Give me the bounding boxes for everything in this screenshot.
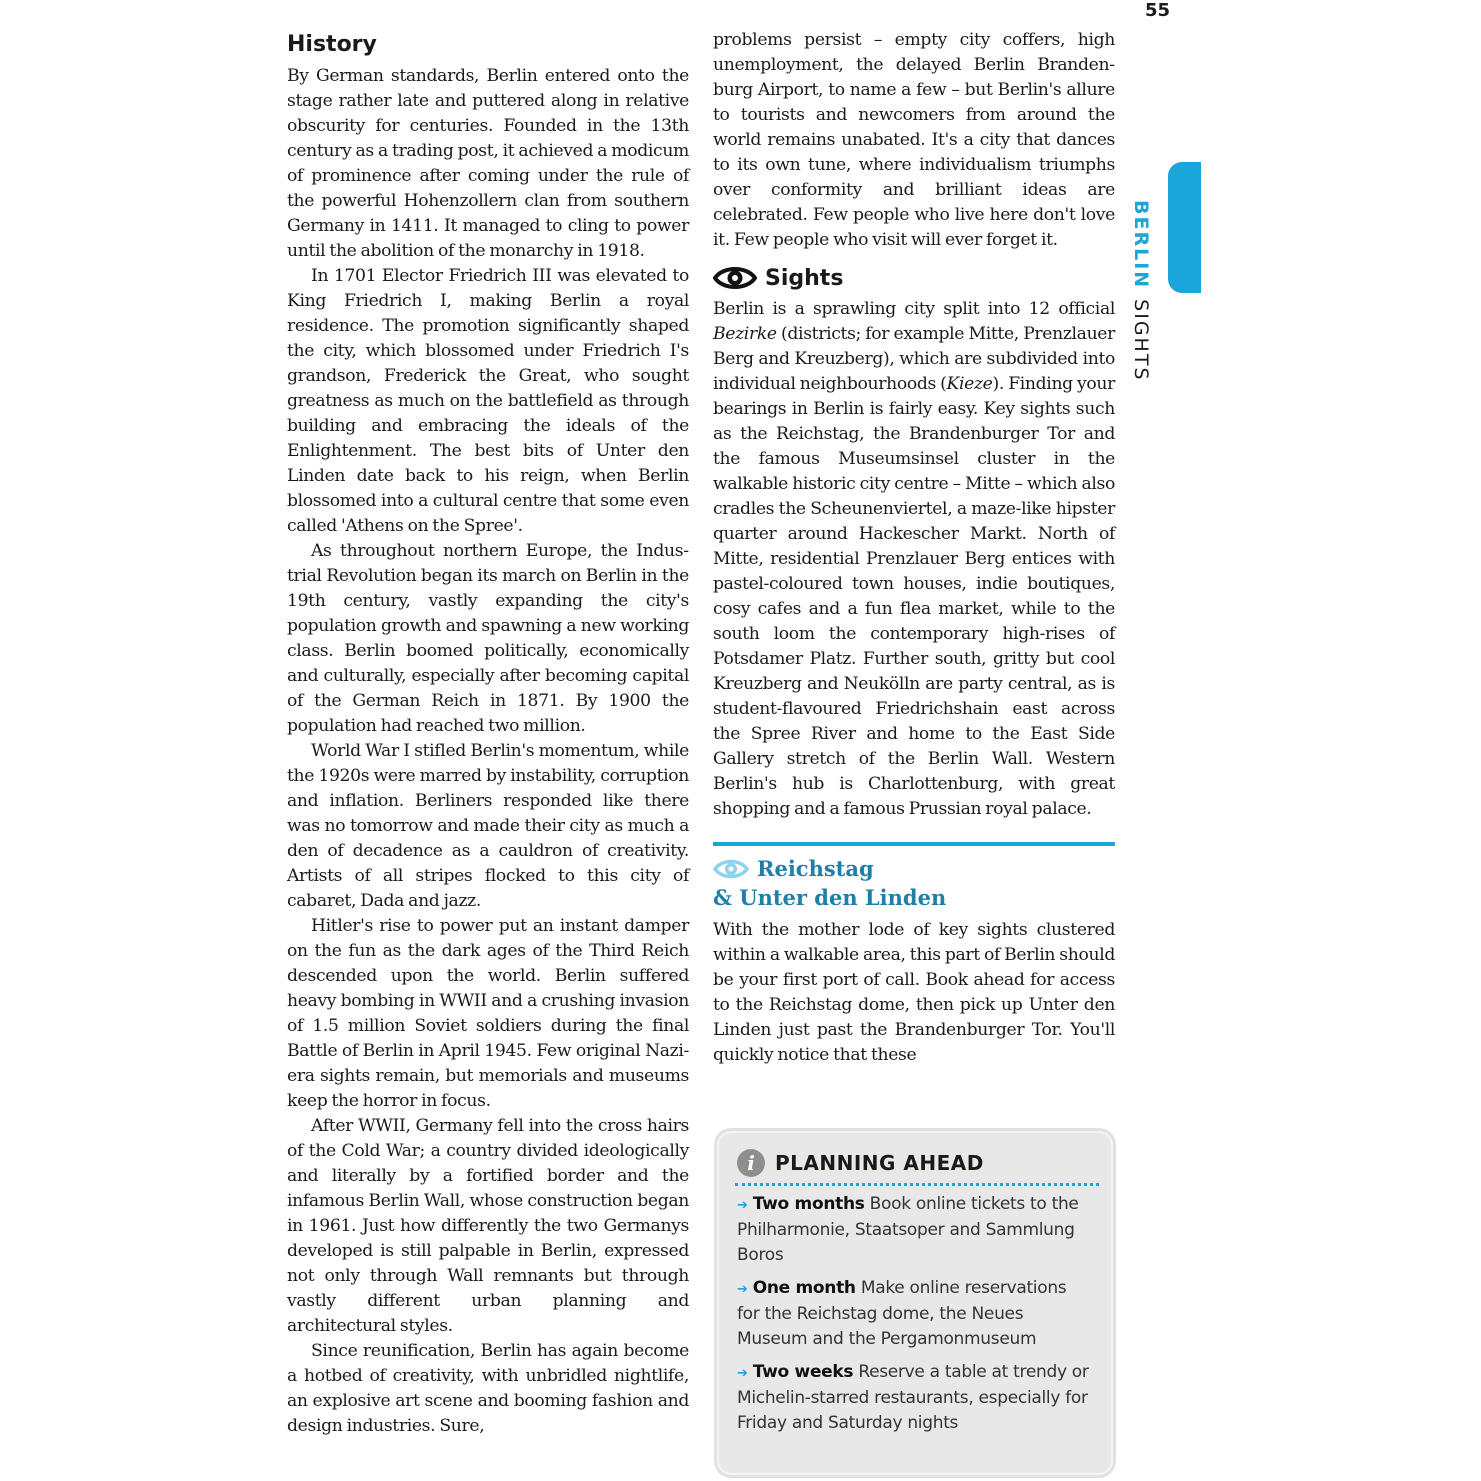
arrow-icon: ➔: [737, 1366, 748, 1381]
sights-title: Sights: [765, 265, 844, 291]
dotted-divider: [735, 1183, 1099, 1186]
planning-item-text: Reserve a table at trendy or Michelin-starred restaurants, especially for Friday and Saturday nights: [737, 1362, 1089, 1433]
left-column: [287, 28, 689, 1439]
planning-ahead-box: [717, 1131, 1113, 1475]
side-region-label: BERLIN: [1130, 200, 1152, 290]
area-intro: With the mother lode of key sights clustered within a walkable area, this part of Berlin should be your first port of call. Book ahead for access to the Reichstag dome, then pick up Unter den Linden just past the Brandenburger Tor. You'll quickly notice that these: [713, 920, 1115, 1065]
planning-item-text: Book online tickets to the Philharmonie, Staatsoper and Sammlung Boros: [737, 1194, 1079, 1265]
history-paragraph: By German standards, Berlin entered onto the stage rather late and puttered along in relative obscurity for centuries. Founded in the 13th century as a trading post, it achieved a modicum of prominence after coming under the rule of the powerful Hohenzollern clan from southern Germany in 1411. It managed to cling to power until the abolition of the monarchy in 1918.: [287, 66, 689, 261]
area-heading: [713, 854, 1115, 912]
right-column: [713, 28, 1115, 1068]
eye-icon: [713, 263, 757, 293]
planning-title: PLANNING AHEAD: [775, 1151, 984, 1175]
history-paragraph: Since reunification, Berlin has again become a hotbed of creativity, with unbridled nightlife, an explosive art scene and booming fashion and design industries. Sure,: [287, 1341, 689, 1436]
planning-header: [737, 1149, 1111, 1177]
history-heading: History: [287, 32, 377, 57]
eye-icon: [713, 856, 749, 882]
planning-item-text: Make online reservations for the Reichstag dome, the Neues Museum and the Pergamonmuseum: [737, 1278, 1067, 1349]
chapter-tab: [1168, 162, 1201, 293]
info-icon: i: [737, 1149, 765, 1177]
history-paragraph: World War I stifled Berlin's momentum, while the 1920s were marred by instability, corruption and inflation. Berliners responded like there was no tomorrow and made their city as much a den of decadence as a cauldron of creativity. Artists of all stripes flocked to this city of cabaret, Dada and jazz.: [287, 741, 689, 911]
planning-item: [737, 1192, 1091, 1268]
sights-heading: [713, 261, 1115, 295]
history-paragraph: After WWII, Germany fell into the cross hairs of the Cold War; a country divided ideologically and literally by a fortified border and the infamous Berlin Wall, whose construction began in 1961. Just how differently the two Germanys developed is still palpable in Berlin, expressed not only through Wall remnants but through vastly different urban planning and architectural styles.: [287, 1116, 689, 1336]
area-divider: [713, 842, 1115, 846]
area-title-line1: Reichstag: [757, 856, 874, 881]
planning-item-label: Two weeks: [752, 1362, 854, 1382]
planning-item-label: One month: [752, 1278, 856, 1298]
history-continuation: problems persist – empty city coffers, high unemployment, the delayed Berlin Brandenburg Airport, to name a few – but Berlin's allure to tourists and newcomers from around the world remains unabated. It's a city that dances to its own tune, where individualism triumphs over conformity and brilliant ideas are celebrated. Few people who live here don't love it. Few people who visit will ever forget it.: [713, 30, 1115, 250]
arrow-icon: ➔: [737, 1198, 748, 1213]
planning-item-label: Two months: [752, 1194, 865, 1214]
sights-intro: Berlin is a sprawling city split into 12 official Bezirke (districts; for example Mitte, Prenzlauer Berg and Kreuzberg), which are subdivided into individual neighbourhoods (Kieze). Finding your bearings in Berlin is fairly easy. Key sights such as the Reichstag, the Brandenburger Tor and the famous Museumsinsel cluster in the walkable historic city centre – Mitte – which also cradles the Scheunenviertel, a maze-like hipster quarter around Hackescher Markt. North of Mitte, residential Prenzlauer Berg entices with pastel-coloured town houses, indie boutiques, cosy cafes and a fun flea market, while to the south loom the contemporary high-rises of Potsdamer Platz. Further south, gritty but cool Kreuzberg and Neukölln are party central, as is student-flavoured Friedrichshain east across the Spree River and home to the East Side Gallery stretch of the Berlin Wall. Western Berlin's hub is Charlottenburg, with great shopping and a famous Prussian royal palace.: [713, 299, 1115, 819]
side-section-label: SIGHTS: [1130, 299, 1152, 382]
area-title: [713, 854, 947, 912]
arrow-icon: ➔: [737, 1282, 748, 1297]
history-paragraph: In 1701 Elector Friedrich III was elevated to King Friedrich I, making Berlin a royal residence. The promotion significantly shaped the city, which blossomed under Friedrich I's grandson, Frederick the Great, who sought greatness as much on the battlefield as through building and embracing the ideals of the Enlightenment. The best bits of Unter den Linden date back to his reign, when Berlin blossomed into a cultural centre that some even called 'Athens on the Spree'.: [287, 266, 689, 536]
planning-item: [737, 1360, 1091, 1436]
page-number: 55: [1145, 0, 1171, 21]
history-paragraph: As throughout northern Europe, the Industrial Revolution began its march on Berlin in the 19th century, vastly expanding the city's population growth and spawning a new working class. Berlin boomed politically, economically and culturally, especially after becoming capital of the German Reich in 1871. By 1900 the population had reached two million.: [287, 541, 689, 736]
history-paragraph: Hitler's rise to power put an instant damper on the fun as the dark ages of the Third Reich descended upon the world. Berlin suffered heavy bombing in WWII and a crushing invasion of 1.5 million Soviet soldiers during the final Battle of Berlin in April 1945. Few original Nazi-era sights remain, but memorials and museums keep the horror in focus.: [287, 916, 689, 1111]
area-title-line2: & Unter den Linden: [713, 885, 947, 910]
side-running-head: [1130, 200, 1152, 390]
planning-item: [737, 1276, 1091, 1352]
